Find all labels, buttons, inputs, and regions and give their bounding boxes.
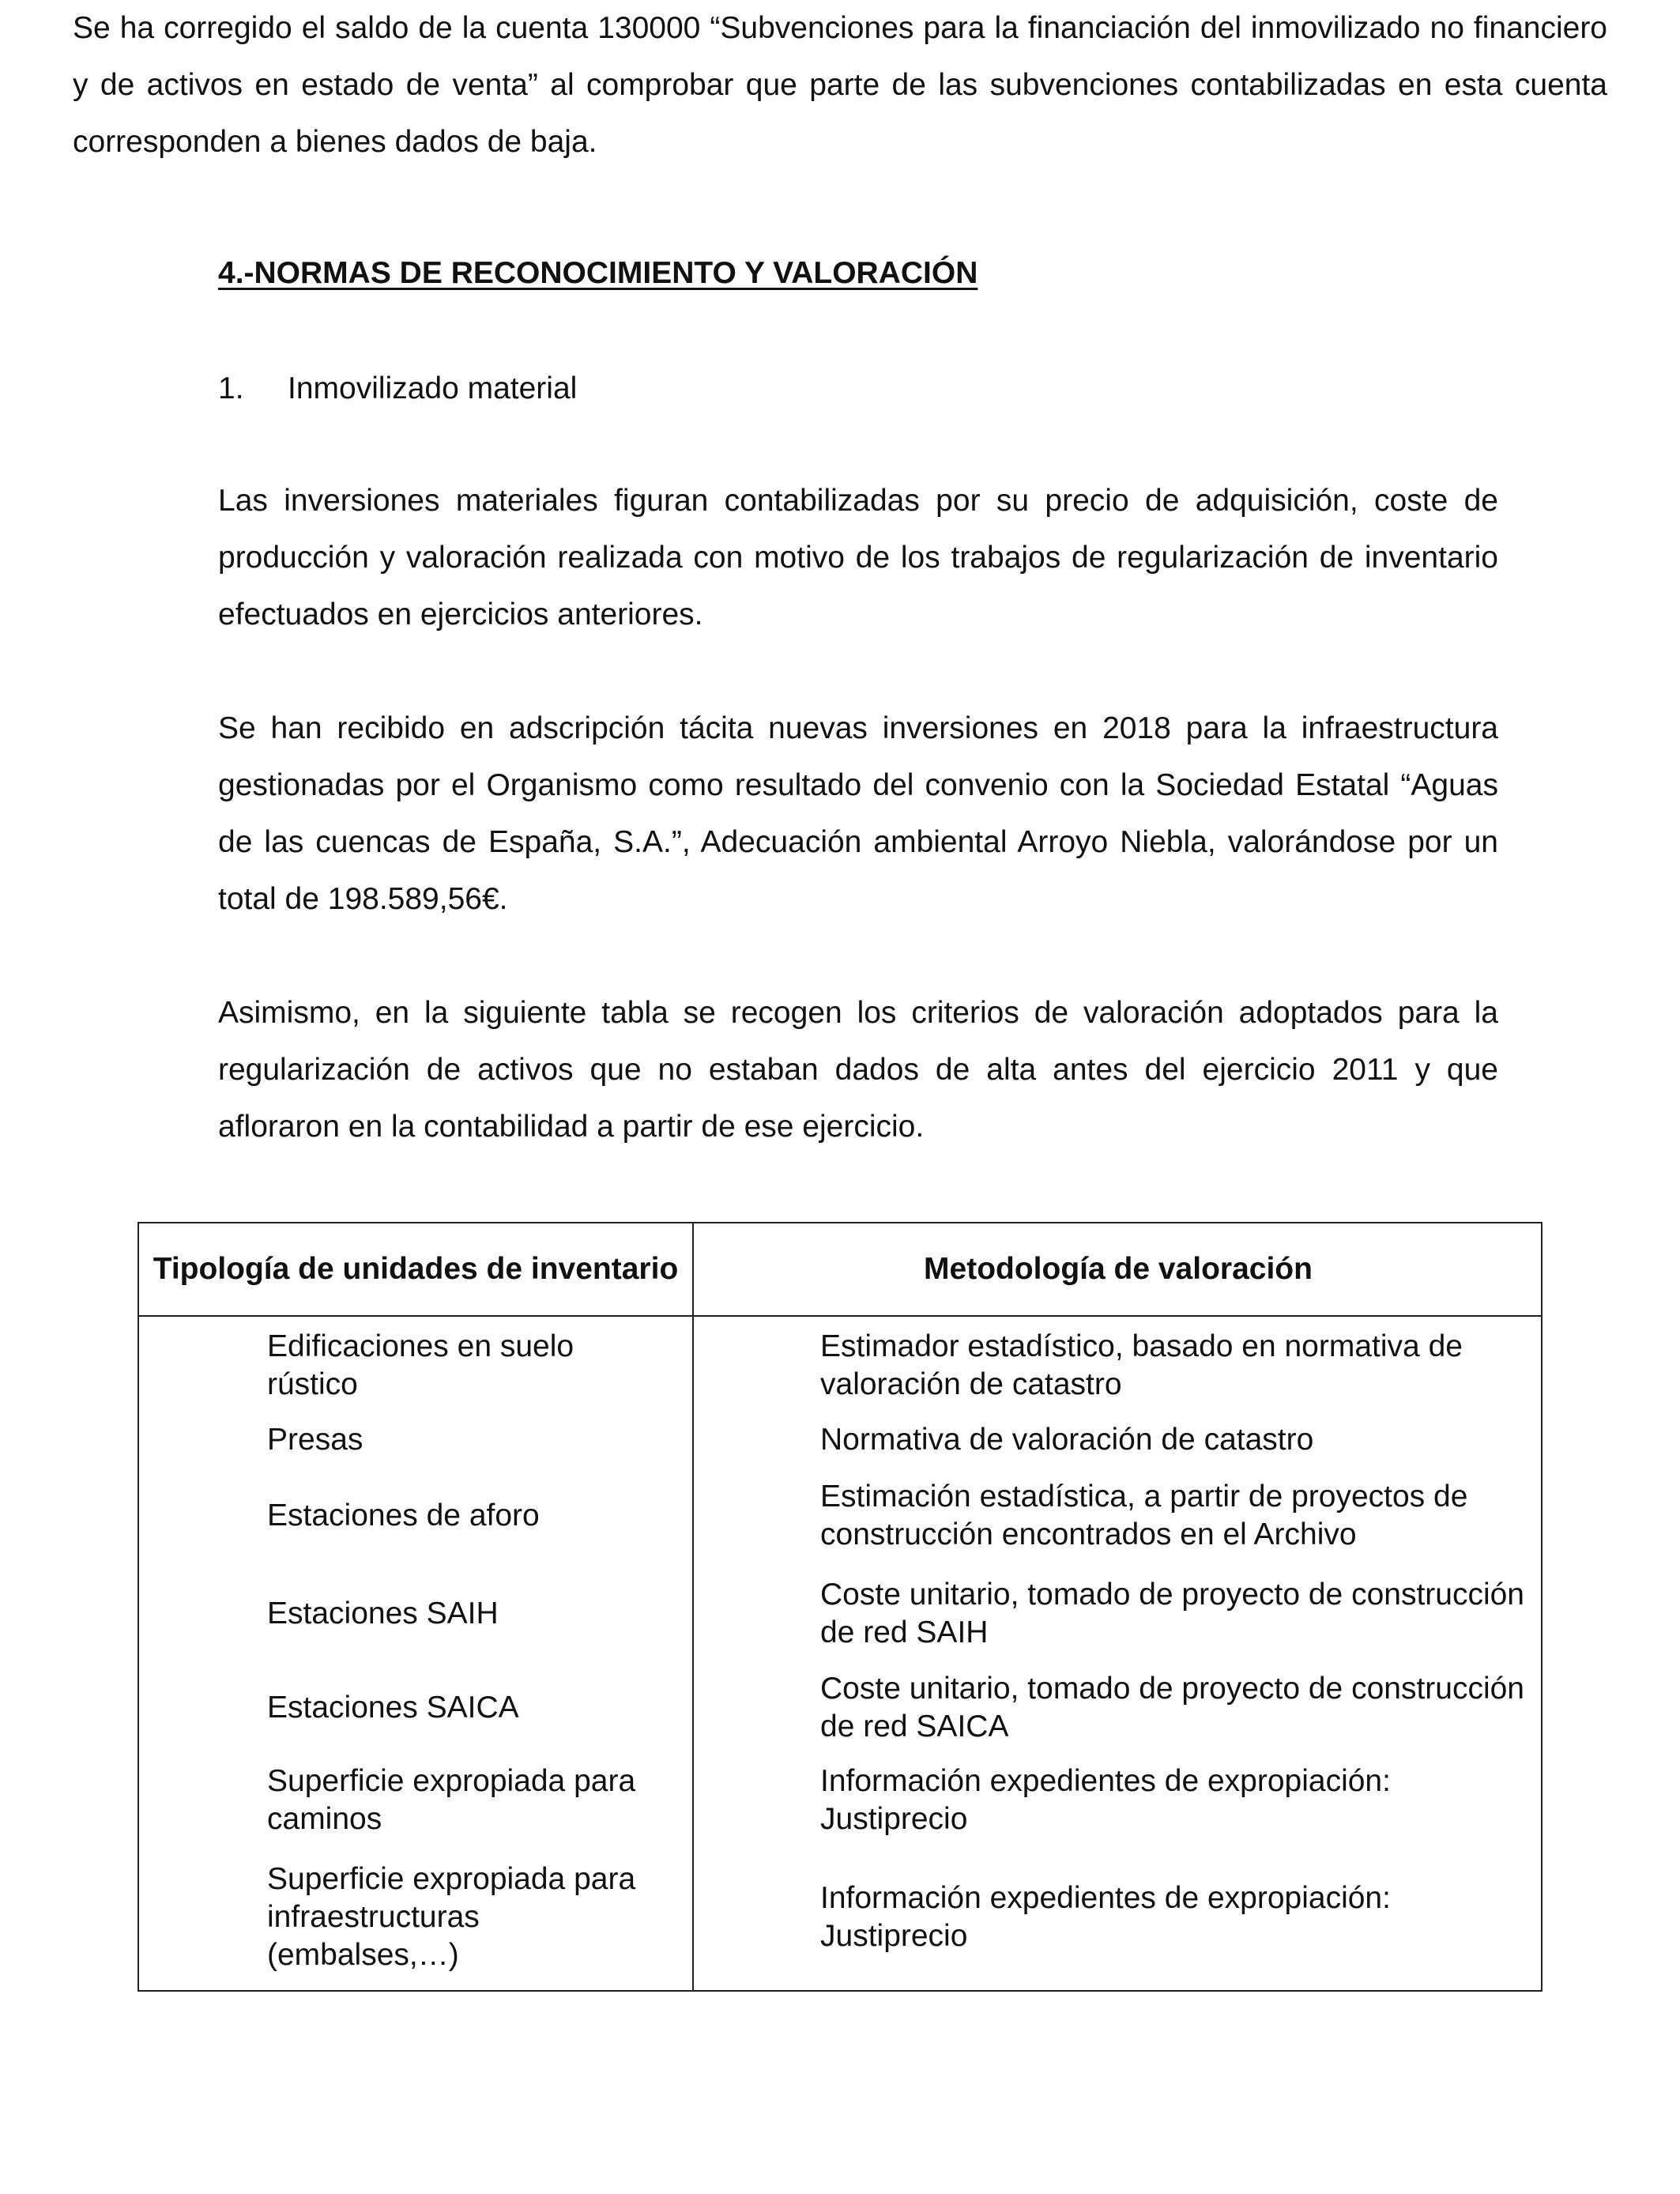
cell-metodologia: Coste unitario, tomado de proyecto de construcción de red SAICA [820, 1672, 1525, 1744]
intro-paragraph: Se ha corregido el saldo de la cuenta 130000 “Subvenciones para la financiación del inmovilizado no financiero y de activos en estado de venta” al comprobar que parte de las subvenciones contabilizadas en esta cuenta corresponden a bienes dados de baja. [73, 11, 1607, 159]
paragraph-adscripcion: Se han recibido en adscripción tácita nuevas inversiones en 2018 para la infraestructura gestionadas por el Organismo como resultado del convenio con la Sociedad Estatal “Aguas de las cuencas de España, S.A.”, Adecuación ambiental Arroyo Niebla, valorándose por un total de 198.589,56€. [218, 711, 1498, 916]
table-row [139, 1846, 1541, 1989]
table-row [139, 1415, 1541, 1465]
table-row [139, 1755, 1541, 1846]
cell-metodologia: Estimación estadística, a partir de proyectos de construcción encontrados en el Archivo [820, 1480, 1468, 1551]
paragraph-inversiones: Las inversiones materiales figuran contabilizadas por su precio de adquisición, coste de producción y valoración realizada con motivo de los trabajos de regularización de inventario efectuados en ejercicios anteriores. [218, 484, 1498, 631]
header-tipologia: Tipología de unidades de inventario [153, 1252, 679, 1286]
cell-metodologia: Estimador estadístico, basado en normativa de valoración de catastro [820, 1329, 1463, 1401]
table-row [139, 1317, 1541, 1415]
table-row [139, 1566, 1541, 1661]
cell-tipologia: Estaciones SAICA [267, 1691, 519, 1725]
section-heading: 4.-NORMAS DE RECONOCIMIENTO Y VALORACIÓN [218, 256, 978, 290]
valuation-table [137, 1222, 1543, 1992]
list-item-title: Inmovilizado material [288, 371, 578, 405]
cell-tipologia: Estaciones de aforo [267, 1498, 540, 1532]
cell-metodologia: Información expedientes de expropiación: Justiprecio [820, 1881, 1391, 1953]
table-row [139, 1661, 1541, 1755]
cell-tipologia: Edificaciones en suelo rústico [267, 1329, 574, 1401]
table-row [139, 1465, 1541, 1566]
header-metodologia: Metodología de valoración [924, 1252, 1313, 1286]
list-item-inmovilizado [218, 360, 577, 417]
cell-tipologia: Superficie expropiada para infraestructuras (embalses,…) [267, 1862, 636, 1972]
cell-metodologia: Información expedientes de expropiación: Justiprecio [820, 1764, 1391, 1836]
cell-tipologia: Estaciones SAIH [267, 1596, 499, 1630]
cell-tipologia: Superficie expropiada para caminos [267, 1764, 636, 1836]
paragraph-criterios: Asimismo, en la siguiente tabla se recogen los criterios de valoración adoptados para la regularización de activos que no estaban dados de alta antes del ejercicio 2011 y que afloraron en la contabilidad a partir de ese ejercicio. [218, 996, 1498, 1144]
table-header [139, 1223, 1541, 1317]
list-item-number: 1. [218, 371, 244, 405]
cell-metodologia: Coste unitario, tomado de proyecto de construcción de red SAIH [820, 1578, 1525, 1649]
cell-metodologia: Normativa de valoración de catastro [820, 1423, 1314, 1457]
cell-tipologia: Presas [267, 1423, 363, 1457]
